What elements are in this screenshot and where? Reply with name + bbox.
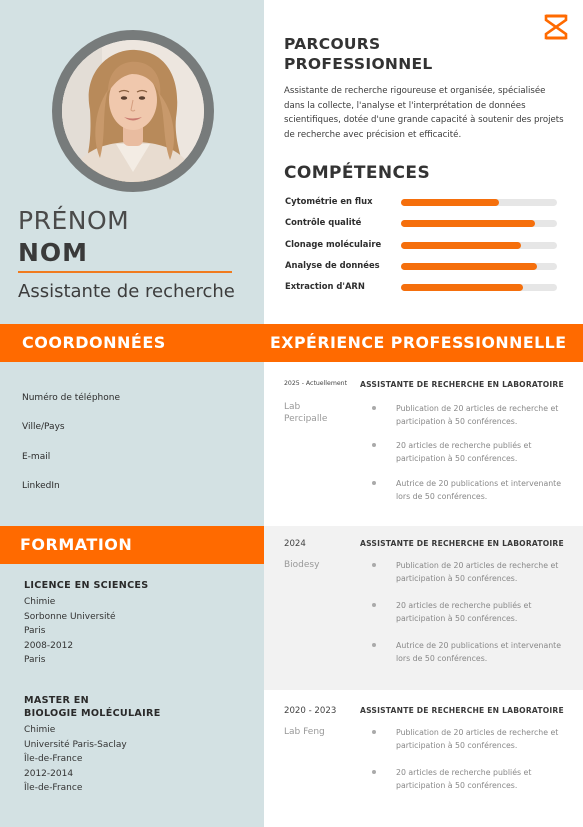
- bullet-dot-icon: [372, 481, 376, 485]
- education-degree: [24, 579, 148, 592]
- bullet-dot-icon: [372, 643, 376, 647]
- bullet-dot-icon: [372, 443, 376, 447]
- education-degree-line: BIOLOGIE MOLÉCULAIRE: [24, 708, 161, 719]
- experience-employer: [284, 726, 325, 738]
- bullet-dot-icon: [372, 603, 376, 607]
- job-title: Assistante de recherche: [18, 281, 235, 302]
- skill-bar-fill: [401, 284, 523, 291]
- experience-date: 2024: [284, 539, 306, 549]
- name-divider: [18, 271, 232, 273]
- experience-employer-line: Biodesy: [284, 560, 320, 570]
- experience-employer-line: Percipalle: [284, 414, 328, 424]
- contact-item: LinkedIn: [22, 481, 60, 491]
- contact-item: Ville/Pays: [22, 422, 65, 432]
- skills-heading: COMPÉTENCES: [284, 163, 431, 183]
- experience-role: ASSISTANTE DE RECHERCHE EN LABORATOIRE: [360, 539, 564, 548]
- experience-bullet: Publication de 20 articles de recherche et participation à 50 conférences.: [396, 404, 559, 426]
- skill-bar-track: [401, 242, 557, 249]
- experience-bullet: Autrice de 20 publications et intervenante lors de 50 conférences.: [396, 641, 562, 663]
- skill-bar-track: [401, 199, 557, 206]
- education-detail: 2008-2012: [24, 640, 74, 651]
- education-detail: Paris: [24, 626, 46, 637]
- experience-role: ASSISTANTE DE RECHERCHE EN LABORATOIRE: [360, 380, 564, 389]
- experience-date: 2025 - Actuellement: [284, 380, 348, 387]
- experience-role: ASSISTANTE DE RECHERCHE EN LABORATOIRE: [360, 706, 564, 715]
- skill-bar-track: [401, 220, 557, 227]
- experience-employer: [284, 401, 327, 425]
- skill-label: Cytométrie en flux: [285, 196, 373, 206]
- skill-label: Analyse de données: [285, 260, 380, 270]
- skill-bar-track: [401, 284, 557, 291]
- skill-bar-track: [401, 263, 557, 270]
- education-detail: 2012-2014: [24, 768, 74, 779]
- education-degree-line: LICENCE EN SCIENCES: [24, 580, 149, 591]
- profile-heading-line1: PARCOURS: [284, 35, 381, 53]
- education-detail: Île-de-France: [24, 783, 83, 794]
- education-detail: Université Paris-Saclay: [24, 739, 127, 750]
- profile-photo-frame: [52, 30, 214, 192]
- experience-bullet: Publication de 20 articles de recherche et participation à 50 conférences.: [396, 728, 559, 750]
- skill-bar-fill: [401, 242, 521, 249]
- skill-label: Extraction d'ARN: [285, 281, 365, 291]
- profile-summary: Assistante de recherche rigoureuse et organisée, spécialisée dans la collecte, l'analyse et l'interprétation de données scientifiques, dotée d'une grande capacité à soutenir des projets de recherche avec précision et efficacité.: [284, 86, 564, 140]
- experience-bullet: 20 articles de recherche publiés et participation à 50 conférences.: [396, 768, 532, 790]
- experience-bullet: 20 articles de recherche publiés et participation à 50 conférences.: [396, 601, 532, 623]
- experience-heading: EXPÉRIENCE PROFESSIONNELLE: [270, 333, 567, 352]
- experience-bullet: Publication de 20 articles de recherche et participation à 50 conférences.: [396, 561, 559, 583]
- last-name: NOM: [18, 238, 89, 267]
- bullet-dot-icon: [372, 770, 376, 774]
- experience-bullet: 20 articles de recherche publiés et participation à 50 conférences.: [396, 441, 532, 463]
- first-name: PRÉNOM: [18, 206, 130, 235]
- experience-bullet: Autrice de 20 publications et intervenante lors de 50 conférences.: [396, 479, 562, 501]
- education-detail: Île-de-France: [24, 754, 83, 765]
- profile-photo-illustration: [62, 40, 204, 182]
- skill-bar-fill: [401, 199, 499, 206]
- hourglass-logo-icon: [543, 14, 569, 40]
- experience-date: 2020 - 2023: [284, 706, 337, 716]
- skill-bar-fill: [401, 220, 535, 227]
- profile-heading: [284, 34, 433, 74]
- education-detail: Paris: [24, 655, 46, 666]
- education-detail: Chimie: [24, 725, 56, 735]
- experience-employer: [284, 559, 319, 571]
- experience-employer-line: Lab: [284, 402, 301, 412]
- bullet-dot-icon: [372, 730, 376, 734]
- contact-heading: COORDONNÉES: [22, 333, 166, 352]
- bullet-dot-icon: [372, 563, 376, 567]
- education-detail: Sorbonne Université: [24, 611, 116, 622]
- bullet-dot-icon: [372, 406, 376, 410]
- experience-employer-line: Lab Feng: [284, 727, 325, 737]
- contact-item: E-mail: [22, 452, 51, 462]
- contact-item: Numéro de téléphone: [22, 393, 120, 403]
- education-degree-line: MASTER EN: [24, 695, 89, 706]
- profile-heading-line2: PROFESSIONNEL: [284, 55, 433, 73]
- education-degree: [24, 694, 161, 720]
- education-heading: FORMATION: [20, 535, 133, 554]
- education-detail: Chimie: [24, 597, 56, 607]
- skill-label: Contrôle qualité: [285, 217, 362, 227]
- skill-label: Clonage moléculaire: [285, 239, 382, 249]
- profile-photo: [62, 40, 204, 182]
- skill-bar-fill: [401, 263, 537, 270]
